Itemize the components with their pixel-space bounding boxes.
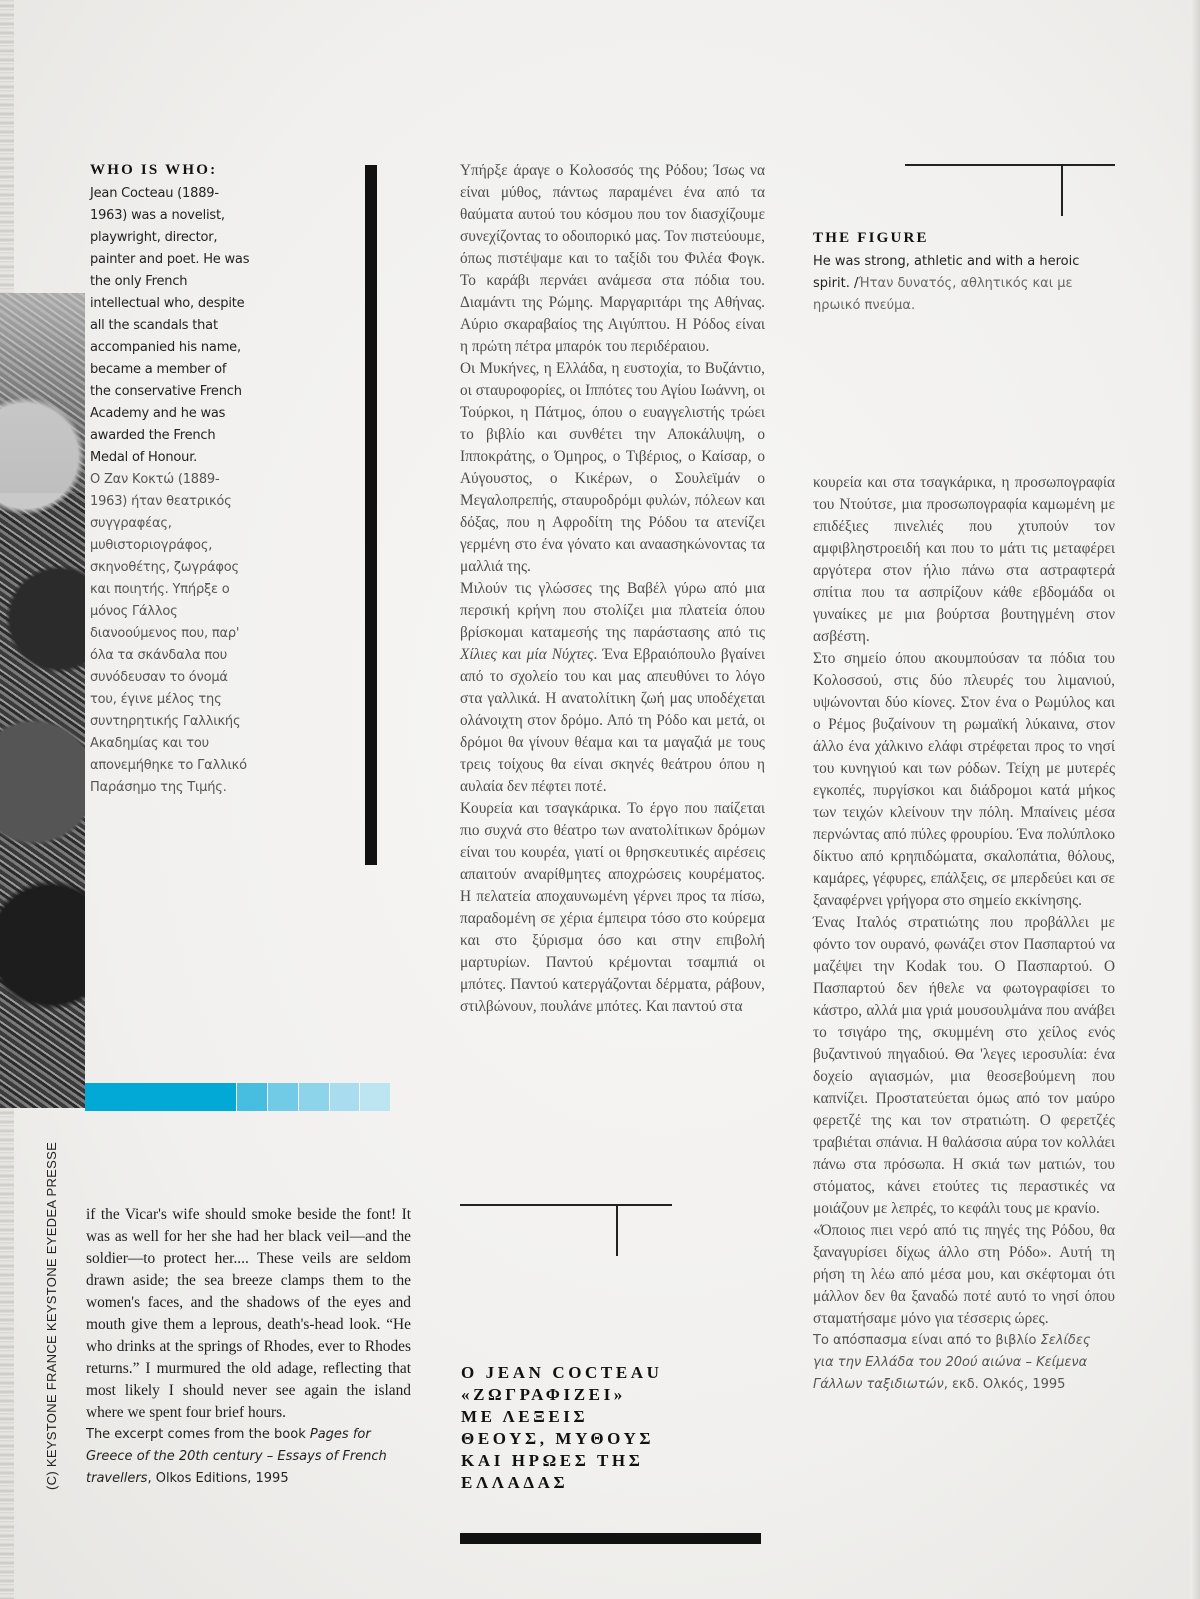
right-paragraph-3: Ένας Ιταλός στρατιώτης που προβάλλει με φόντο τον ουρανό, φωνάζει στον Πασπαρτού να μαζέψει την Kodak του. Ο Πασπαρτού. Ο Πασπαρτού δεν ήθελε να φωτογραφίσει το κάστρο, αλλά μια γριά μουσουλμάνα που ανάβει το τσιγάρο της, σκυμμένη στο χείλος ενός βυζαντινού πηγαδιού. Θα 'λεγες ιεροσυλία: ένα δοχείο αγιασμών, μια θεοσεβούμενη που καπνίζει. Προστατεύεται όμως από τον μαύρο φερετζέ της και τον στρατιώτη. Ο φερετζές τραβιέται σπάνια. Η θαλάσσια αύρα τον κολλάει πάνω στα πρόσωπα. Η σκιά των ματιών, του στόματος, κάνει ετούτες τις περαστικές να μοιάζουν με λεπρές, το κεφάλι τους με κρανίο.	[813, 914, 1115, 1217]
corner-line-top-right-v	[1061, 164, 1063, 216]
center-p3-b: . Ένα Εβραιόπουλο βγαίνει από το σχολείο του και μας απευθύνει το λόγο στα γαλλικά. Η ανατολίτικη ζωή μας υποδέχεται ολάνοιχτη στον δρόμο. Από τη Ρόδο και μετά, οι δρόμοι θα γίνουν θέαμα και τα μαγαζιά με τους τρεις τοίχους θα είναι σκηνές θεάτρου όπου η αυλαία δεν πέφτει ποτέ.	[460, 646, 765, 795]
center-paragraph-3	[460, 578, 765, 798]
vertical-black-bar	[365, 165, 377, 865]
english-excerpt-note	[86, 1424, 411, 1490]
the-figure-english: He was strong, athletic and with a heroic spirit.	[813, 254, 1080, 291]
the-figure-separator: /	[853, 276, 859, 291]
english-excerpt-b: , Olkos Editions, 1995	[147, 1471, 289, 1486]
center-paragraph-2: Οι Μυκήνες, η Ελλάδα, η ευστοχία, το Βυζάντιο, οι σταυροφορίες, οι Ιππότες του Αγίου Ιωάννη, οι Τούρκοι, η Πάτμος, όπου ο ευαγγελιστής τρώει το βιβλίο και συνθέτει την Αποκάλυψη, ο Ιπποκράτης, ο Όμηρος, ο Τιβέριος, ο Καίσαρ, ο Αύγουστος, ο Κικέρων, ο Σουλεϊμάν ο Μεγαλοπρεπής, σταυροδρόμι φυλών, πόλεων και δόξας, που η Αφροδίτη της Ρόδου τα ατενίζει γερμένη στο ένα γόνατο και αναασηκώνοντας τα μαλλιά της.	[460, 360, 765, 575]
right-paragraph-4: «Όποιος πιει νερό από τις πηγές της Ρόδου, θα ξαναγυρίσει δίχως άλλο στη Ρόδο». Αυτή τη ρήση τη λέω από μέσα μου, και σκέφτομαι ότι μάλλον δεν θα ξαναδώ ποτέ αυτό το νησί όπου σταματήσαμε μόνο για τέσσερις ώρες.	[813, 1222, 1115, 1327]
corner-line-bottom-h	[460, 1204, 672, 1206]
right-excerpt-b: , εκδ. Ολκός, 1995	[943, 1377, 1066, 1392]
who-is-who-english: Jean Cocteau (1889-1963) was a novelist, playwright, director, painter and poet. He was the only French intellectual who, despite all the scandals that accompanied his name, became a member of the conservative French Academy and he was awarded the French Medal of Honour.	[90, 186, 250, 465]
who-is-who-box	[90, 162, 250, 799]
headline	[461, 1362, 761, 1494]
corner-line-top-right-h	[905, 164, 1115, 166]
headline-line-2: «ΖΩΓΡΑΦΙΖΕΙ»	[461, 1385, 626, 1404]
headline-line-3: ΜΕ ΛΕΞΕΙΣ	[461, 1407, 589, 1426]
the-figure-box	[813, 230, 1093, 317]
the-figure-text	[813, 251, 1093, 317]
who-is-who-greek: Ο Ζαν Κοκτώ (1889-1963) ήταν θεατρικός συγγραφέας, μυθιστοριογράφος, σκηνοθέτης, ζωγράφος και ποιητής. Υπήρξε ο μόνος Γάλλος διανοούμενος που, παρ' όλα τα σκάνδαλα που συνόδευσαν το όνομά του, έγινε μέλος της συντηρητικής Γαλλικής Ακαδημίας και του απονεμήθηκε το Γαλλικό Παράσημο της Τιμής.	[90, 472, 247, 795]
headline-line-6: ΕΛΛΑΔΑΣ	[461, 1473, 569, 1492]
swatch-2	[267, 1083, 298, 1111]
swatch-4	[329, 1083, 360, 1111]
color-swatch-bar	[85, 1083, 390, 1111]
right-excerpt-a: Το απόσπασμα είναι από το βιβλίο	[813, 1333, 1041, 1348]
english-excerpt-text: if the Vicar's wife should smoke beside the font! It was as well for her she had her black veil—and the soldier—to protect her.... These veils are seldom drawn aside; the sea breeze clamps them to the women's faces, and the shadows of the eyes and mouth give them a leprous, death's-head look. “He who drinks at the springs of Rhodes, ever to Rhodes returns.” I murmured the old adage, reflecting that most likely I should never see again the island where we spent four brief hours.	[86, 1206, 411, 1421]
english-excerpt-column	[86, 1204, 411, 1490]
headline-line-1: Ο JEAN COCTEAU	[461, 1363, 663, 1382]
headline-line-4: ΘΕΟΥΣ, ΜΥΘΟΥΣ	[461, 1429, 655, 1448]
swatch-5	[359, 1083, 390, 1111]
center-p3-italic: Χίλιες και μία Νύχτες	[460, 646, 594, 663]
photo-strip	[0, 293, 85, 1108]
swatch-1	[236, 1083, 267, 1111]
the-figure-greek: Ήταν δυνατός, αθλητικός και με ηρωικό πνεύμα.	[813, 276, 1073, 313]
center-paragraph-1: Υπήρξε άραγε ο Κολοσσός της Ρόδου; Ίσως να είναι μύθος, πάντως παραμένει ένα από τα θαύματα αυτού του κόσμου που τον διασχίζουμε συνεχίζοντας το οδοιπορικό μας. Τον πιστεύουμε, όπως πιστέψαμε και το ταξίδι του Φιλέα Φογκ. Το καράβι περνάει ανάμεσα στα πόδια του. Διαμάντι της Ρώμης. Μαργαριτάρι της Αθήνας. Αύριο σκαραβαίος της Αιγύπτου. Η Ρόδος είναι η πρώτη πέτρα μπαρόκ του περιδέραιου.	[460, 162, 765, 355]
paper-edge-right	[1190, 0, 1200, 1599]
swatch-3	[298, 1083, 329, 1111]
who-is-who-title: WHO IS WHO:	[90, 162, 218, 178]
right-greek-column	[813, 472, 1115, 1396]
headline-line-5: ΚΑΙ ΗΡΩΕΣ ΤΗΣ	[461, 1451, 644, 1470]
english-excerpt-a: The excerpt comes from the book	[86, 1427, 310, 1442]
right-excerpt-italic: Σελίδες για την Ελλάδα του 20ού αιώνα – Κείμενα Γάλλων ταξιδιωτών	[813, 1333, 1091, 1392]
photo-credit: (C) KEYSTONE FRANCE KEYSTONE EYEDEA PRESSE	[44, 1141, 59, 1490]
english-excerpt-italic: Pages for Greece of the 20th century – Essays of French travellers	[86, 1427, 387, 1486]
right-paragraph-1: κουρεία και στα τσαγκάρικα, η προσωπογραφία του Ντούτσε, μια προσωπογραφία καμωμένη με επιδέξιες πινελιές που χτυπούν τον αμφιβληστροειδή και που το μάτι τις μεταφέρει αργότερα στον ήλιο πάνω στα αστραφτερά σπίτια που τα ασπρίζουν κάθε εβδομάδα οι γυναίκες με μια βούρτσα βουτηγμένη στον ασβέστη.	[813, 474, 1115, 645]
center-p3-a: Μιλούν τις γλώσσες της Βαβέλ γύρω από μια περσική κρήνη που στολίζει μια πλατεία όπου βρίσκομαι καταμεσής της παράστασης από τις	[460, 580, 765, 641]
center-greek-column	[460, 160, 765, 1018]
right-paragraph-2: Στο σημείο όπου ακουμπούσαν τα πόδια του Κολοσσού, στις δύο πλευρές του λιμανιού, υψώνονται δύο κίονες. Στον ένα ο Ρωμύλος και ο Ρέμος βυζαίνουν τη ρωμαϊκή λύκαινα, στον άλλο ένα χάλκινο ελάφι στρέφεται προς το νησί του κυνηγιού και των ρόδων. Τείχη με μυτερές εγκοπές, πυργίσκοι και διάδρομοι κατά μήκος των τειχών κλείνουν την πόλη. Μπαίνεις μέσα περνώντας από πύλες φρουρίου. Ένα πολύπλοκο δίκτυο από κρηπιδώματα, σκαλοπάτια, θόλους, καμάρες, γέφυρες, επάλξεις, σε μπερδεύει και σε ξαναφέρνει γρήγορα στο σημείο εκκίνησης.	[813, 650, 1115, 909]
corner-line-bottom-v	[616, 1204, 618, 1256]
the-figure-title: THE FIGURE	[813, 230, 929, 246]
bottom-black-bar	[460, 1533, 761, 1544]
swatch-main	[85, 1083, 236, 1111]
right-excerpt-note	[813, 1330, 1115, 1396]
center-paragraph-4: Κουρεία και τσαγκάρικα. Το έργο που παίζεται πιο συχνά στο θέατρο των ανατολίτικων δρόμων είναι του κουρέα, γιατί οι θρησκευτικές αιρέσεις απαιτούν αναρίθμητες αποχρώσεις κουρέματος. Η πελατεία αποχαυνωμένη γέρνει προς τα πίσω, παραδομένη σε χέρια έμπειρα τόσο στο κούρεμα και στο ξύρισμα όσο και στην επιβολή μαρτυρίων. Παντού κρέμονται τσαμπιά οι μπότες. Παντού κατεργάζονται δέρματα, ράβουν, στιλβώνουν, πουλάνε μπότες. Και παντού στα	[460, 800, 765, 1015]
